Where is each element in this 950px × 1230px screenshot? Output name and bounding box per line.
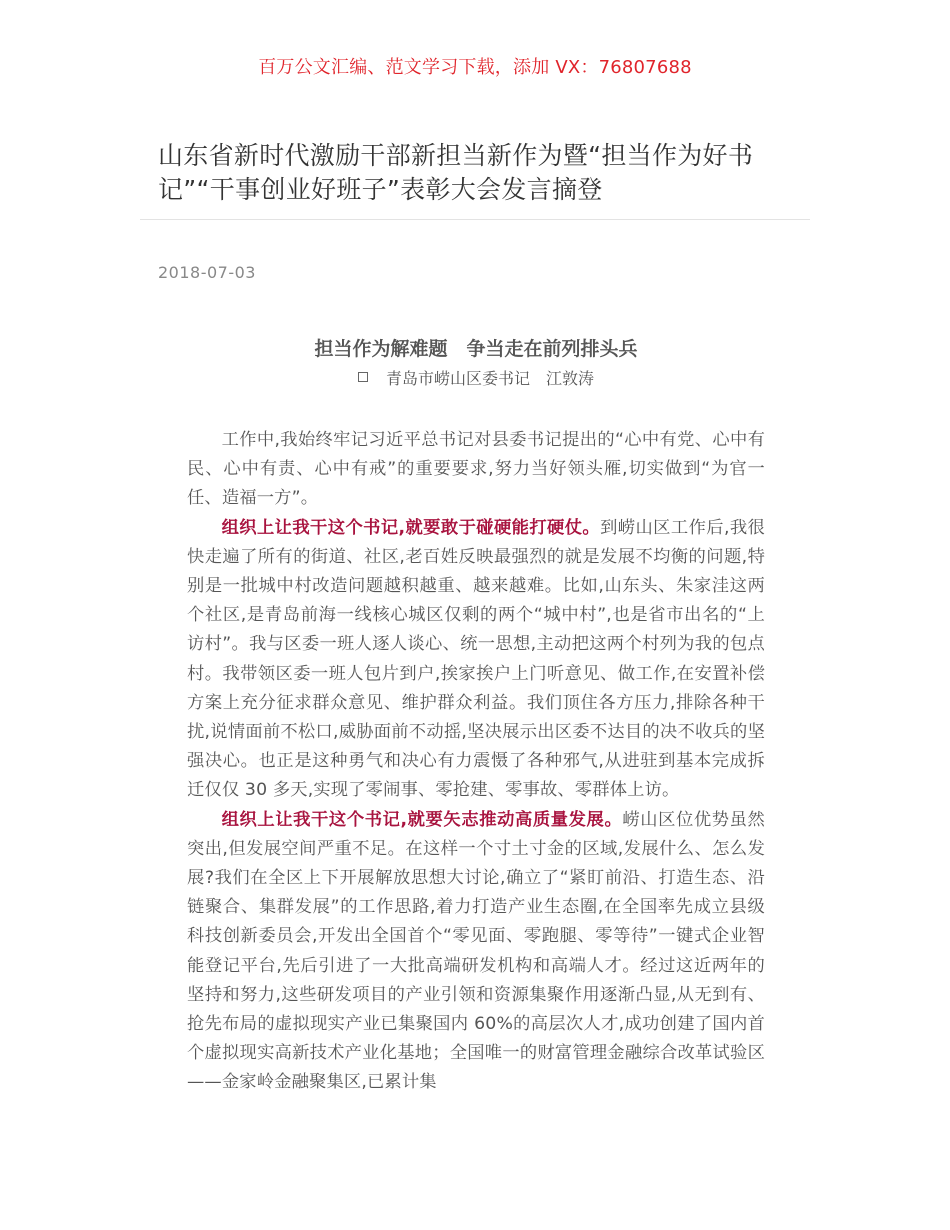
paragraph-text: 崂山区位优势虽然突出,但发展空间严重不足。在这样一个寸土寸金的区域,发展什么、怎么发展?我们在全区上下开展解放思想大讨论,确立了“紧盯前沿、打造生态、沿链聚合、集群发展”的工作思路,着力打造产业生态圈,在全国率先成立县级科技创新委员会,开发出全国首个“零见面、零跑腿、零等待”一键式企业智能登记平台,先后引进了一大批高端研发机构和高端人才。经过这近两年的坚持和努力,这些研发项目的产业引领和资源集聚作用逐渐凸显,从无到有、抢先布局的虚拟现实产业已集聚国内 60%的高层次人才,成功创建了国内首个虚拟现实高新技术产业化基地；全国唯一的财富管理金融综合改革试验区——金家岭金融聚集区,已累计集: [187, 809, 765, 1093]
byline-organization: 青岛市崂山区委书记: [385, 369, 530, 388]
promo-banner: [0, 55, 950, 81]
byline-author: 江敦涛: [546, 369, 595, 388]
article-body: [187, 335, 765, 1098]
paragraph-intro: [187, 426, 765, 514]
paragraph-high-quality-development: [187, 806, 765, 1098]
paragraph-hard-battles: [187, 514, 765, 806]
body-text: [187, 426, 765, 1098]
article-title: 山东省新时代激励干部新担当新作为暨“担当作为好书记”“干事创业好班子”表彰大会发言摘登: [158, 141, 754, 204]
paragraph-text: 到崂山区工作后,我很快走遍了所有的街道、社区,老百姓反映最强烈的就是发展不均衡的问题,特别是一批城中村改造问题越积越重、越来越难。比如,山东头、朱家洼这两个社区,是青岛前海一线核心城区仅剩的两个“城中村”,也是省市出名的“上访村”。我与区委一班人逐人谈心、统一思想,主动把这两个村列为我的包点村。我带领区委一班人包片到户,挨家挨户上门听意见、做工作,在安置补偿方案上充分征求群众意见、维护群众利益。我们顶住各方压力,排除各种干扰,说情面前不松口,威胁面前不动摇,坚决展示出区委不达目的决不收兵的坚强决心。也正是这种勇气和决心有力震慑了各种邪气,从进驻到基本完成拆迁仅仅 30 多天,实现了零闹事、零抢建、零事故、零群体上访。: [187, 517, 765, 801]
paragraph-text: 工作中,我始终牢记习近平总书记对县委书记提出的“心中有党、心中有民、心中有责、心中有戒”的重要要求,努力当好领头雁,切实做到“为官一任、造福一方”。: [187, 430, 765, 509]
hollow-square-icon: [358, 372, 368, 382]
title-divider: [140, 219, 810, 220]
paragraph-lead: 组织上让我干这个书记,就要矢志推动高质量发展。: [221, 809, 623, 830]
section-subheading: 担当作为解难题 争当走在前列排头兵: [314, 338, 638, 360]
paragraph-lead: 组织上让我干这个书记,就要敢于碰硬能打硬仗。: [221, 517, 601, 538]
promo-banner-text: 百万公文汇编、范文学习下载，添加 VX：76807688: [258, 57, 692, 78]
publish-date: 2018-07-03: [158, 263, 256, 282]
byline: [187, 366, 765, 392]
